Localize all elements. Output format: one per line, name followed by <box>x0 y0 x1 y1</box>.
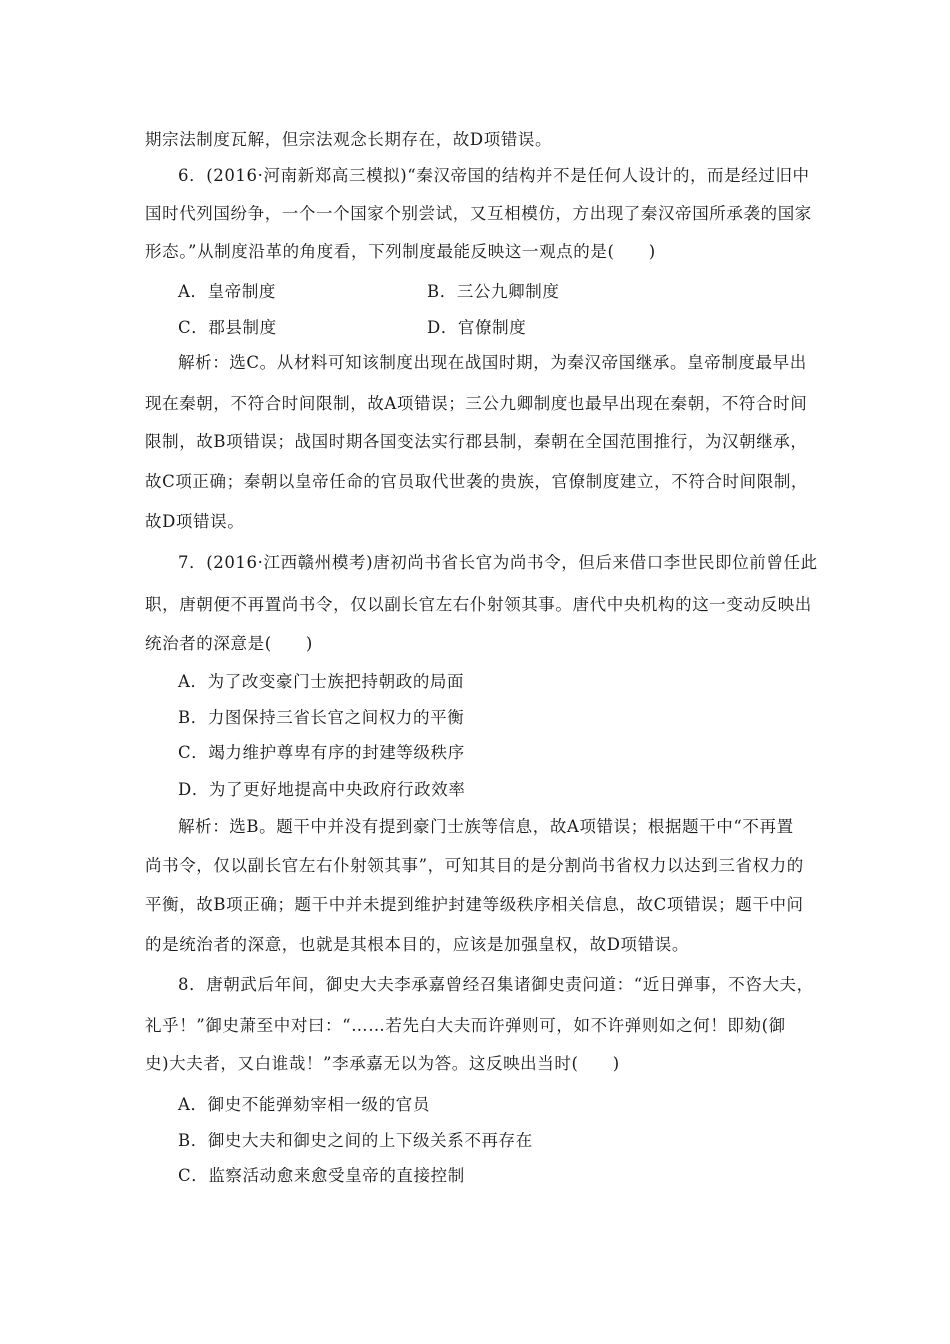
text-line: 故D项错误。 <box>145 512 245 531</box>
text-line: 的是统治者的深意，也就是其根本目的，应该是加强皇权，故D项错误。 <box>145 935 689 954</box>
option-c: C．竭力维护尊卑有序的封建等级秩序 <box>178 743 465 762</box>
text-line: 职，唐朝便不再置尚书令，仅以副长官左右仆射领其事。唐代中央机构的这一变动反映出 <box>145 595 812 614</box>
text-line: 现在秦朝，不符合时间限制，故A项错误；三公九卿制度也最早出现在秦朝，不符合时间 <box>145 394 808 413</box>
text-line: 史)大夫者，又白谁哉！”李承嘉无以为答。这反映出当时( ) <box>145 1054 620 1073</box>
text-line: 限制，故B项错误；战国时期各国变法实行郡县制，秦朝在全国范围推行，为汉朝继承， <box>145 432 808 451</box>
question-6-stem: 6．(2016·河南新郑高三模拟)“秦汉帝国的结构并不是任何人设计的，而是经过旧中 <box>178 166 810 185</box>
text-line: 形态。”从制度沿革的角度看，下列制度最能反映这一观点的是( ) <box>145 242 656 261</box>
option-b: B．御史大夫和御史之间的上下级关系不再存在 <box>178 1131 533 1150</box>
text-line: 礼乎！”御史萧至中对曰：“……若先白大夫而许弹则可，如不许弹则如之何！即劾(御 <box>145 1016 786 1035</box>
answer-explanation: 解析：选B。题干中并没有提到豪门士族等信息，故A项错误；根据题干中“不再置 <box>178 817 794 836</box>
answer-explanation: 解析：选C。从材料可知该制度出现在战国时期，为秦汉帝国继承。皇帝制度最早出 <box>178 353 807 372</box>
option-c: C．郡县制度 <box>178 318 277 337</box>
text-line: 统治者的深意是( ) <box>145 634 313 653</box>
text-line: 国时代列国纷争，一个一个国家个别尝试，又互相模仿，方出现了秦汉帝国所承袭的国家 <box>145 204 812 223</box>
option-a: A．为了改变豪门士族把持朝政的局面 <box>178 672 465 691</box>
text-line: 尚书令，仅以副长官左右仆射领其事”，可知其目的是分割尚书省权力以达到三省权力的 <box>145 856 804 875</box>
option-b: B．三公九卿制度 <box>427 282 560 301</box>
option-d: D．为了更好地提高中央政府行政效率 <box>178 780 466 799</box>
question-8-stem: 8．唐朝武后年间，御史大夫李承嘉曾经召集诸御史责问道：“近日弹事，不咨大夫， <box>178 975 814 994</box>
option-c: C．监察活动愈来愈受皇帝的直接控制 <box>178 1166 465 1185</box>
option-d: D．官僚制度 <box>427 318 527 337</box>
option-b: B．力图保持三省长官之间权力的平衡 <box>178 708 465 727</box>
text-line: 平衡，故B项正确；题干中并未提到维护封建等级秩序相关信息，故C项错误；题干中问 <box>145 895 804 914</box>
question-7-stem: 7．(2016·江西赣州模考)唐初尚书省长官为尚书令，但后来借口李世民即位前曾任此 <box>178 553 818 572</box>
option-a: A．皇帝制度 <box>178 282 277 301</box>
option-a: A．御史不能弹劾宰相一级的官员 <box>178 1095 430 1114</box>
text-line: 期宗法制度瓦解，但宗法观念长期存在，故D项错误。 <box>145 130 553 149</box>
text-line: 故C项正确；秦朝以皇帝任命的官员取代世袭的贵族，官僚制度建立，不符合时间限制， <box>145 472 809 491</box>
